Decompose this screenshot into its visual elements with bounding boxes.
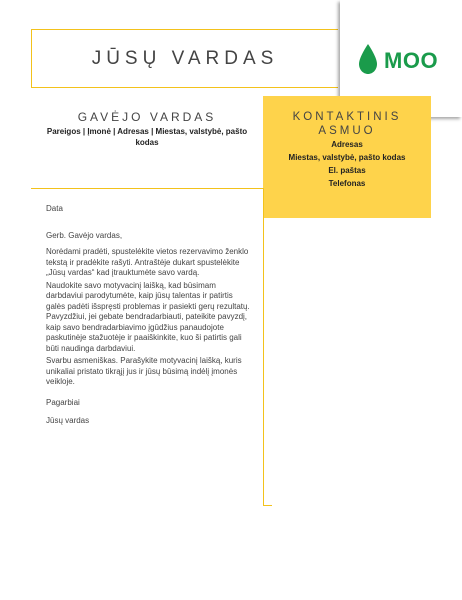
recipient-name[interactable]: GAVĖJO VARDAS bbox=[77, 110, 217, 124]
drop-icon bbox=[359, 44, 377, 74]
letter-paragraph-3[interactable]: Svarbu asmeniškas. Parašykite motyvacinį laišką, kuris unikaliai pristato tikrąjį jus ir jūsų būsimą indėlį įmonės veikloje. bbox=[46, 356, 242, 386]
letter-signature[interactable]: Jūsų vardas bbox=[46, 416, 90, 425]
contact-phone[interactable]: Telefonas bbox=[328, 179, 366, 188]
sender-name[interactable]: JŪSŲ VARDAS bbox=[91, 48, 279, 69]
letter-body bbox=[46, 204, 254, 427]
contact-city-line[interactable]: Miestas, valstybė, pašto kodas bbox=[288, 153, 406, 162]
logo-text: MOO bbox=[384, 48, 439, 73]
contact-heading-line2: ASMUO bbox=[318, 125, 376, 137]
recipient-details[interactable]: Pareigos | Įmonė | Adresas | Miestas, valstybė, pašto kodas bbox=[46, 127, 248, 147]
letter-salutation[interactable]: Gerb. Gavėjo vardas, bbox=[46, 230, 123, 240]
contact-heading-line1: KONTAKTINIS bbox=[292, 111, 402, 123]
letter-frame-bottom bbox=[263, 505, 272, 506]
letter-frame-top bbox=[31, 188, 264, 189]
letter-frame-right bbox=[263, 188, 264, 506]
contact-block bbox=[263, 96, 431, 218]
letter-paragraph-2[interactable]: Naudokite savo motyvacinį laišką, kad būsimam darbdaviui parodytumėte, kaip jūsų talentas ir patirtis galės padėti išspręsti problemas ir pasiekti gerų rezultatų. Pavyzdžiui, jei gebate bendradarbiauti, pateikite pavyzdį, kaip savo bendradarbiavimo įgūdžius panaudojote paskutinėje stažuotėje ir paaiškinkite, kuo ši patirtis gali būti naudinga darbdaviui. bbox=[46, 280, 250, 353]
letter-closing[interactable]: Pagarbiai bbox=[46, 397, 80, 407]
letter-date[interactable]: Data bbox=[46, 204, 63, 213]
contact-heading[interactable] bbox=[263, 110, 431, 138]
name-header-box bbox=[31, 29, 338, 88]
contact-email[interactable]: El. paštas bbox=[328, 166, 366, 175]
letter-paragraph-1[interactable]: Norėdami pradėti, spustelėkite vietos rezervavimo ženklo tekstą ir pradėkite rašyti. Antraštėje dukart spustelėkite „Jūsų vardas“ kad įtrauktumėte savo vardą. bbox=[46, 247, 249, 277]
contact-address[interactable]: Adresas bbox=[331, 140, 363, 149]
